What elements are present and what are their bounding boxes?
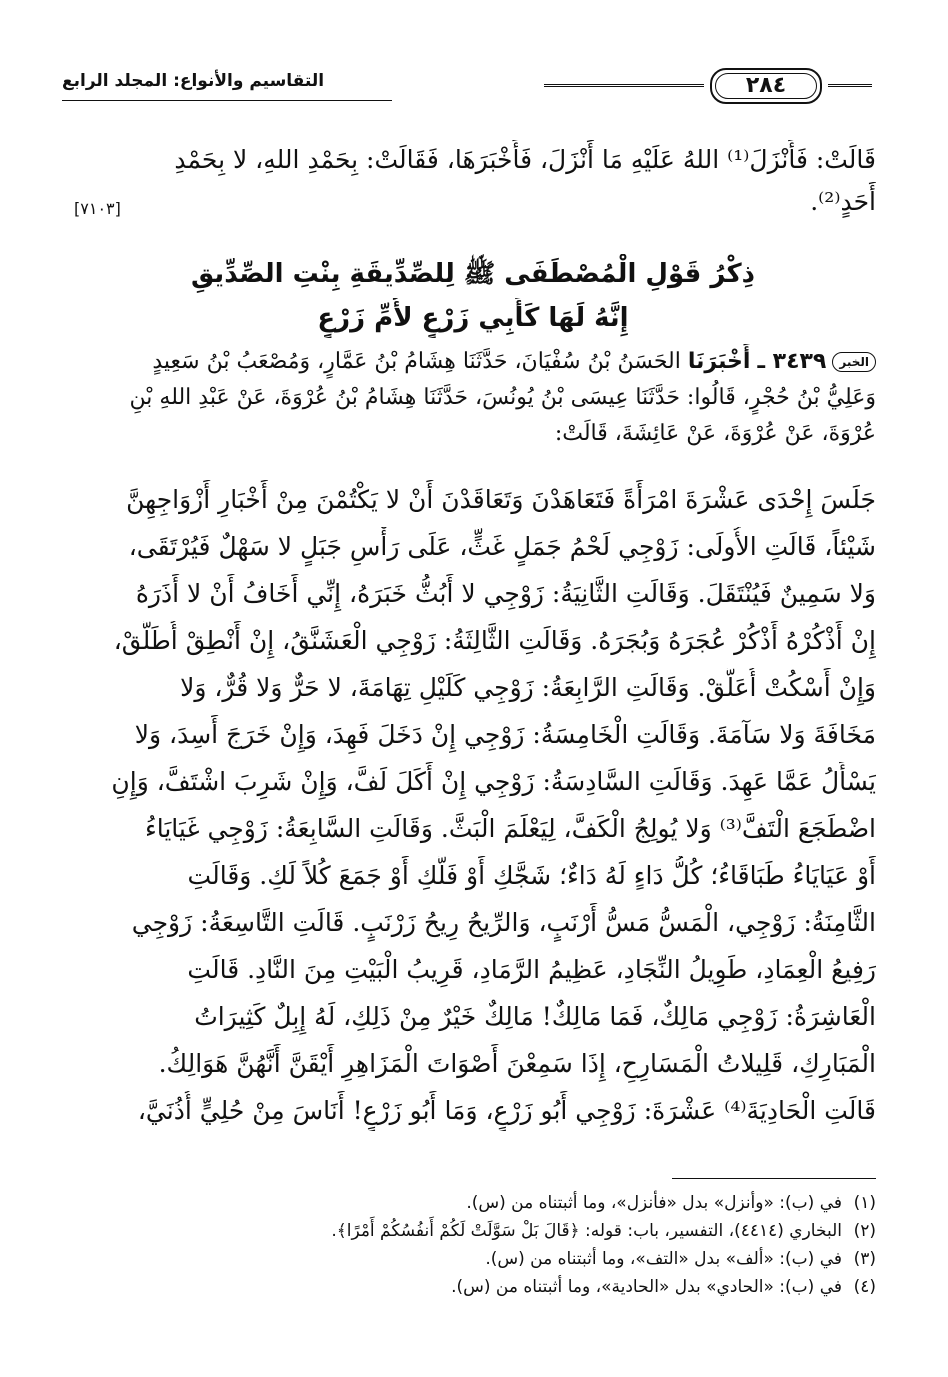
- isnad-line-3: عُرْوَةَ، عَنْ عُرْوَةَ، عَنْ عَائِشَةَ، قَالَتْ:: [554, 421, 876, 446]
- matn-line: الْعَاشِرَةُ: زَوْجِي مَالِكٌ، فَمَا مَالِكٌ! مَالِكٌ خَيْرٌ مِنْ ذَلِكِ، لَهُ إِبِلٌ كَثِيرَاتُ: [194, 1002, 876, 1031]
- footnote: (٣)في (ب): «ألف» بدل «التف»، وما أثبتناه من (س).: [485, 1249, 876, 1269]
- matn-line: الثَّامِنَةُ: زَوْجِي، الْمَسُّ مَسُّ أَرْنَبٍ، وَالرِّيحُ رِيحُ زَرْنَبٍ. قَالَتِ التَّاسِعَةُ: زَوْجِي: [131, 908, 876, 937]
- footnote: (١)في (ب): «وأنزل» بدل «فأنزل»، وما أثبتناه من (س).: [466, 1193, 876, 1213]
- isnad-line-1: [70, 344, 876, 380]
- hadith-number: ٣٤٣٩ ـ: [757, 349, 827, 374]
- matn-line: يَسْأَلُ عَمَّا عَهِدَ. وَقَالَتِ السَّادِسَةُ: زَوْجِي إِنْ أَكَلَ لَفَّ، وَإِنْ شَرِبَ اشْتَفَّ، وَإِنِ: [111, 767, 876, 796]
- hadith-reference: [٧١٠٣]: [74, 199, 121, 218]
- page-header: [62, 62, 872, 112]
- hadith-lead-word: أَخْبَرَنَا: [687, 349, 751, 374]
- matn-line: مَخَافَةَ وَلا سَآمَةَ. وَقَالَتِ الْخَامِسَةُ: زَوْجِي إِنْ دَخَلَ فَهِدَ، وَإِنْ خَرَجَ أَسِدَ، وَلا: [134, 720, 876, 749]
- header-underline: [62, 100, 392, 101]
- matn-line: إِنْ أَذْكُرْهُ أَذْكُرْ عُجَرَهُ وَبُجَرَهُ. وَقَالَتِ الثَّالِثَةُ: زَوْجِي الْعَشَنَّقُ، إِنْ أَنْطِقْ أُطَلَّقْ،: [113, 626, 876, 655]
- matn-line: أَوْ عَيَايَاءُ طَبَاقَاءُ؛ كُلُّ دَاءٍ لَهُ دَاءٌ؛ شَجَّكِ أَوْ فَلَّكِ أَوْ جَمَعَ كُلاً لَكِ. وَقَالَتِ: [187, 861, 876, 890]
- text-line: أَحَدٍ⁽²⁾.: [810, 187, 876, 216]
- isnad-text: الحَسَنُ بْنُ سُفْيَانَ، حَدَّثَنَا هِشَامُ بْنُ عَمَّارٍ، وَمُصْعَبُ بْنُ سَعِيدٍ: [152, 349, 681, 374]
- page-number: ٢٨٤: [710, 68, 822, 104]
- matn-line: وَإِنْ أَسْكُتْ أُعَلَّقْ. وَقَالَتِ الرَّابِعَةُ: زَوْجِي كَلَيْلِ تِهَامَةَ، لا حَرٌّ وَلا قُرٌّ، وَلا: [180, 673, 876, 702]
- chapter-heading-line-2: إِنَّهُ لَهَا كَأَبِي زَرْعٍ لأُمِّ زَرْعٍ: [317, 303, 629, 333]
- matn-line: وَلا سَمِينٌ فَيُنْتَقَلَ. وَقَالَتِ الثَّانِيَةُ: زَوْجِي لا أَبُثُّ خَبَرَهُ، إِنِّي أَخَافُ أَنْ لا أَذَرَهُ: [135, 579, 876, 608]
- matn-line: الْمَبَارِكِ، قَلِيلاتُ الْمَسَارِحِ، إِذَا سَمِعْنَ أَصْوَاتَ الْمَزَاهِرِ أَيْقَنَّ أَنَّهُنَّ هَوَالِكُ.: [158, 1049, 876, 1078]
- isnad-line-2: وَعَلِيُّ بْنُ حُجْرٍ، قَالُوا: حَدَّثَنَا عِيسَى بْنُ يُونُسَ، حَدَّثَنَا هِشَامُ بْنُ عُرْوَةَ، عَنْ عَبْدِ اللهِ بْنِ: [129, 385, 876, 410]
- matn-line: شَيْئاً، قَالَتِ الأُولَى: زَوْجِي لَحْمُ جَمَلٍ غَثٍّ، عَلَى رَأْسِ جَبَلٍ لا سَهْلٌ فَيُرْتَقَى،: [128, 532, 876, 561]
- header-rule-left: [544, 84, 704, 87]
- khabar-badge: الخبر: [832, 352, 876, 372]
- footnote: (٤)في (ب): «الحادي» بدل «الحادية»، وما أثبتناه من (س).: [451, 1277, 876, 1297]
- footnote-separator: [672, 1178, 876, 1179]
- matn-line: اضْطَجَعَ الْتَفَّ⁽³⁾ وَلا يُولِجُ الْكَفَّ، لِيَعْلَمَ الْبَثَّ. وَقَالَتِ السَّابِعَةُ: زَوْجِي غَيَايَاءُ: [144, 814, 876, 843]
- matn-line: جَلَسَ إِحْدَى عَشْرَةَ امْرَأَةً فَتَعَاهَدْنَ وَتَعَاقَدْنَ أَنْ لا يَكْتُمْنَ مِنْ أَخْبَارِ أَزْوَاجِهِنَّ: [126, 485, 876, 514]
- text-line: قَالَتْ: فَأَنْزَلَ⁽¹⁾ اللهُ عَلَيْهِ مَا أَنْزَلَ، فَأَخْبَرَهَا، فَقَالَتْ: بِحَمْدِ اللهِ، لا بِحَمْدِ: [174, 145, 876, 174]
- footnote: (٢)البخاري (٤٤١٤)، التفسير، باب: قوله: ﴿قَالَ بَلْ سَوَّلَتْ لَكُمْ أَنفُسُكُمْ أَمْرًا﴾.: [331, 1221, 876, 1241]
- running-title: التقاسيم والأنواع: المجلد الرابع: [62, 71, 325, 91]
- chapter-heading-line-1: ذِكْرُ قَوْلِ الْمُصْطَفَى ﷺ لِلصِّدِّيقَةِ بِنْتِ الصِّدِّيقِ: [191, 259, 755, 289]
- matn-line: قَالَتِ الْحَادِيَةَ⁽⁴⁾ عَشْرَةَ: زَوْجِي أَبُو زَرْعٍ، وَمَا أَبُو زَرْعٍ! أَنَاسَ مِنْ حُلِيٍّ أُذُنَيَّ،: [137, 1096, 876, 1125]
- matn-line: رَفِيعُ الْعِمَادِ، طَوِيلُ النِّجَادِ، عَظِيمُ الرَّمَادِ، قَرِيبُ الْبَيْتِ مِنَ النَّادِ. قَالَتِ: [187, 955, 876, 984]
- header-rule-right: [828, 84, 872, 87]
